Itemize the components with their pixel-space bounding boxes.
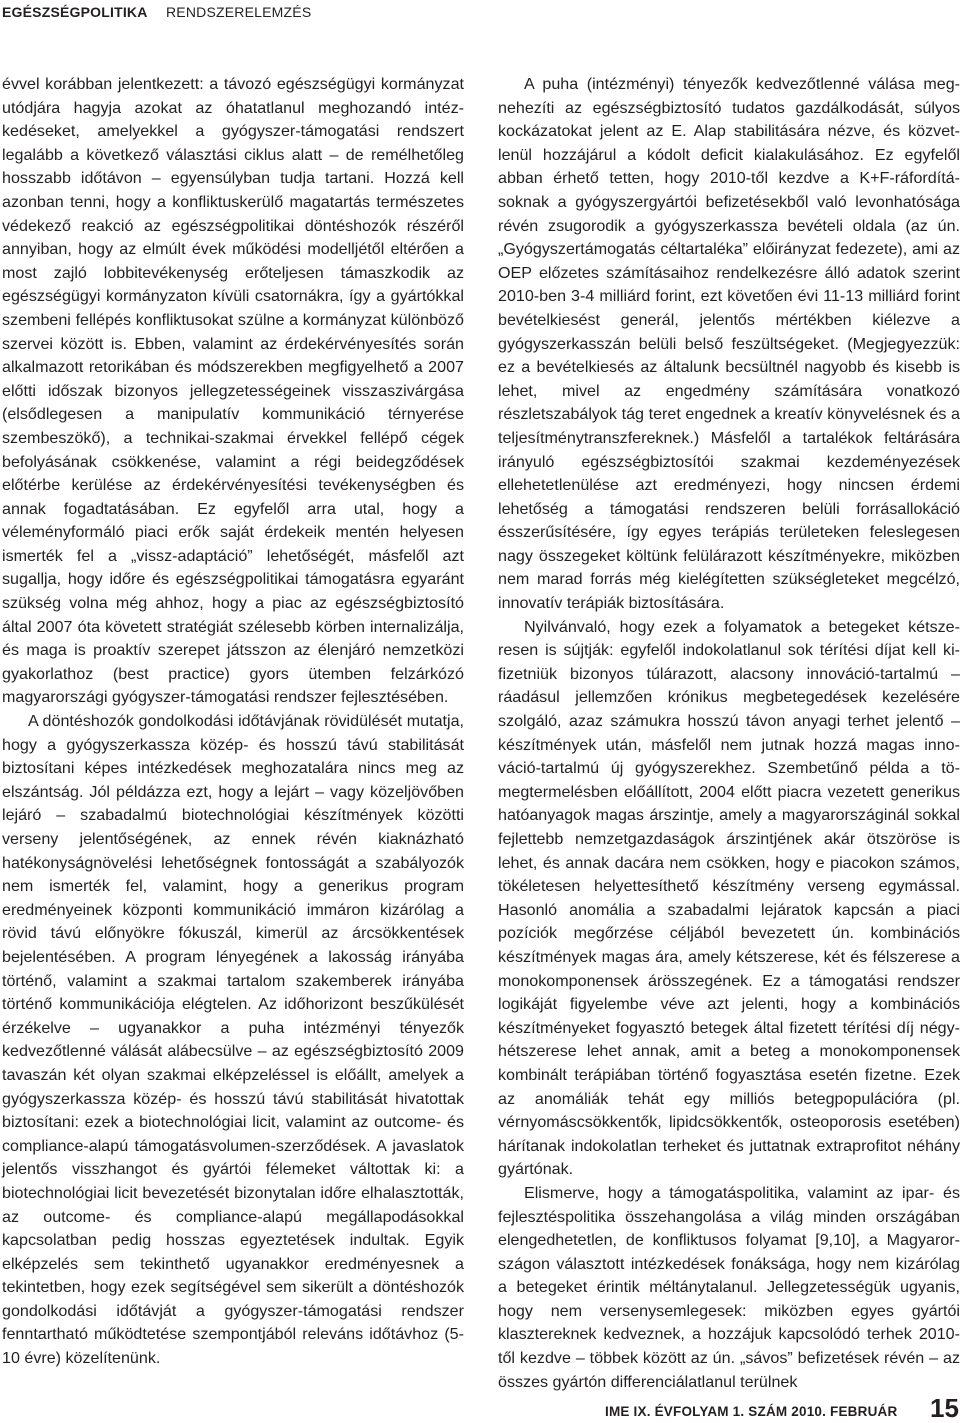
left-paragraph-2: A döntéshozók gondolkodási időtávjának rövidülését mutatja, hogy a gyógyszerkassza közép- és hosszú távú stabilitását biztosítani képes intézkedések meghozatalára nincs meg az elszántság. Jól példázza ezt, hogy a lejárt – vagy közeljövőben lejáró – szabadalmú biotechnológiai készítmények közötti verseny jelentőségének, az ennek révén kiaknázható hatékonyságnövelési lehetőségnek fontosságát a szabályozók nem ismerték fel, valamint, hogy a generikus program eredményeinek központi kommunikáció immáron kizárólag a rövid távú előnyökre fókuszál, kimerül az árcsökkentések bejelentésében. A program lényegének a lakosság irányába történő, valamint a szakmai tartalom szakemberek irányába történő kommunikációja elégtelen. Az időhorizont beszűkülését érzékelve – ugyanakkor a puha intézményi tényezők kedvezőtlenné válását alábecsülve – az egészségbiztosító 2009 tavaszán két olyan szakmai elképzeléssel is előállt, amelyek a gyógyszerkassza közép- és hosszú távú stabilitását hivatottak biztosítani: ezek a biotechnológiai licit, valamint az outcome- és compliance-alapú támogatásvolumen-szerződések. A javaslatok jelentős visszhangot és gyártói félemeket váltottak ki: a biotechnológiai licit bevezetését bizonytalan időre elhalasztották, az outcome- és compliance-alapú megállapodásokkal kapcsolatban pedig hosszas egyeztetések indultak. Egyik elképzelés sem tekinthető ugyanakkor eredményesnek a tekintetben, hogy ezek segítségével sem sikerült a döntéshozók gondolkodási időtávját a gyógyszer-támogatási rendszer fenntartható működtetése szempontjából releváns időtávhoz (5-10 évre) közelítenünk. xyxy=(2,712,464,1368)
section-title: EGÉSZSÉGPOLITIKA xyxy=(2,4,148,20)
right-paragraph-1: A puha (intézményi) tényezők kedvezőtlenné válása megnehezíti az egészségbiztosító tudatos gazdálkodását, súlyos kockázatokat jelent az E. Alap stabilitására nézve, és közvetlenül hozzájárul a kódolt deficit kialakulásához. Ez egyfelől abban érhető tetten, hogy 2010-től kezdve a K+F-ráfordításoknak a gyógyszergyártói befizetésekből való levonhatósága révén zsugorodik a gyógyszerkassza bevételi oldala (az ún. „Gyógyszertámogatás céltartaléka” előirányzat fedezete), ami az OEP előzetes számításaihoz rendelkezésre álló adatok szerint 2010-ben 3-4 milliárd forint, ezt követően évi 11-13 milliárd forint bevételkiesést generál, jelentős mértékben kiélezve a gyógyszerkasszán belüli belső feszültségeket. (Megjegyezzük: ez a bevételkiesés az általunk becsültnél nagyobb és kisebb is lehet, mivel az engedmény számítására vonatkozó részletszabályok tág teret engednek a kreatív könyvelésnek és a teljesítménytranszfereknek.) Másfelől a tartalékok feltárására irányuló egészségbiztosítói szakmai kezdeményezések ellehetetlenülése azt eredményezi, hogy nincsen érdemi lehetőség a támogatási rendszeren belüli forrásallokáció ésszerűsítésére, így egyes terápiás területeken feleslegesen nagy összegeket költünk felülárazott készítményekre, miközben nem marad forrás még kielégítetten szükségleteket megcélzó, innovatív terápiák biztosítására. xyxy=(498,75,960,613)
subsection-title: RENDSZERELEMZÉS xyxy=(166,4,312,20)
left-column xyxy=(2,73,464,1371)
page-footer xyxy=(0,1393,960,1423)
left-paragraph-1: évvel korábban jelentkezett: a távozó egészségügyi kormányzat utódjára hagyja azokat az óhatatlanul meghozandó intézkedéseket, amelyekkel a gyógyszer-támogatási rendszert legalább a következő választási ciklus alatt – de remélhetőleg hosszabb időtávon – egyensúlyban tudja tartani. Hozzá kell azonban tenni, hogy a konfliktuskerülő magatartás természetes védekező reakció az egészségpolitikai döntéshozók részéről annyiban, hogy az elmúlt évek működési modelljétől eltérően a most zajló lobbitevékenység erőteljesen támaszkodik az egészségügyi kormányzaton kívüli csatornákra, így a gyártókkal szembeni fellépés konfliktusokat szülne a kormányzat különböző szervei között is. Ebben, valamint az érdekérvényesítés során alkalmazott retorikában és módszerekben megfigyelhető a 2007 előtti időszak bizonyos jellegzetességeinek visszaszivárgása (elsődlegesen a manipulatív kommunikáció térnyerése szembeszökő), a technikai-szakmai érvekkel fellépő cégek befolyásának csökkenése, valamint a régi beidegződések előtérbe kerülése az érdekérvényesítési tevékenységben és annak fogadtatásában. Ez egyfelől arra utal, hogy a véleményformáló piaci erők saját érdekeik mentén helyesen ismerték fel a „vissz-adaptáció” lehetőségét, másfelől azt sugallja, hogy időre és egészségpolitikai támogatásra egyaránt szükség volna még ahhoz, hogy a piac az egészségbiztosító által 2007 óta követett stratégiát szélesebb körben internalizálja, és maga is proaktív szerepet játsszon az élenjáró nemzetközi gyakorlathoz (best practice) gyors ütemben felzárkózó magyarországi gyógyszer-támogatási rendszer fejlesztésében. xyxy=(2,75,464,707)
running-header xyxy=(0,0,960,30)
journal-info: IME IX. ÉVFOLYAM 1. SZÁM 2010. FEBRUÁR xyxy=(605,1404,898,1419)
right-paragraph-3: Elismerve, hogy a támogatáspolitika, valamint az ipar- és fejlesztéspolitika összehangolása a világ minden országában elengedhetetlen, de konfliktusos folyamat [9,10], a Magyarországon választott intézkedések fonáksága, hogy nem kizárólag a betegeket érintik méltánytalanul. Jellegzetességük ugyanis, hogy nem versenysemlegesek: miközben egyes gyártói klasztereknek kedveznek, a hozzájuk kapcsolódó terhek 2010-től kezdve – többek között az ún. „sávos” befizetések révén – az összes gyártón differenciálatlanul terülnek xyxy=(498,1183,960,1391)
right-paragraph-2: Nyilvánvaló, hogy ezek a folyamatok a betegeket kétszeresen is sújtják: egyfelől indokolatlanul sok térítési díjat kell kifizetniük bizonyos túlárazott, alacsony innováció-tartalmú – ráadásul jellemzően krónikus megbetegedések kezelésére szolgáló, azaz számukra hosszú távon anyagi terhet jelentő – készítmények után, másfelől nem jutnak hozzá magas innováció-tartalmú új gyógyszerekhez. Szembetűnő példa a tömegtermelésben előállított, 2004 előtt piacra vezetett generikus hatóanyagok magas árszintje, amely a magyarországinál sokkal fejlettebb nemzetgazdaságok árszintjének akár ötszöröse is lehet, és annak dacára nem csökken, hogy e piacokon számos, tökéletesen helyettesíthető készítmény verseng egymással. Hasonló anomália a szabadalmi lejáratok kapcsán a piaci pozíciók megőrzése céljából bevezetett ún. kombinációs készítmények magas ára, amely kétszerese, két és félszerese a monokomponensek árösszegének. Ez a támogatási rendszer logikáját figyelembe véve azt jelenti, hogy a kombinációs készítményeket fogyasztó betegek által fizetett térítési díj négy-hétszerese lehet annak, amit a beteg a monokomponensek kombinált terápiában történő fogyasztása esetén fizetne. Ezek az anomáliák tehát egy milliós betegpopulációra (pl. vérnyomáscsökkentők, lipidcsökkentők, osteoporosis esetében) hárítanak indokolatlan terheket és juttatnak extraprofitot néhány gyártónak. xyxy=(498,617,960,1179)
page-number: 15 xyxy=(930,1393,959,1423)
right-column xyxy=(498,73,960,1394)
